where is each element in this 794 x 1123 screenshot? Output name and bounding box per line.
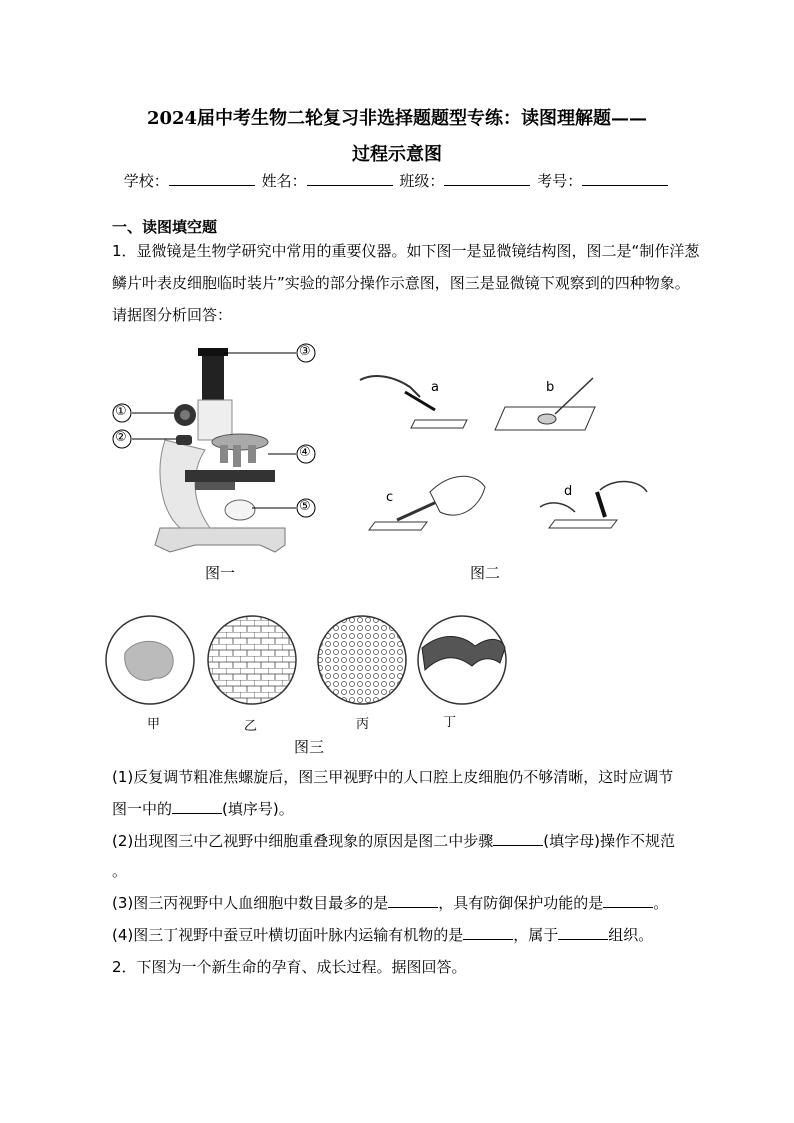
q1-1-answer-blank[interactable]: [172, 799, 222, 814]
fig3-label-ding: 丁: [443, 715, 457, 730]
q1-2-text: (2)出现图三中乙视野中细胞重叠现象的原因是图二中步骤: [112, 832, 494, 850]
q1-4-answer-blank-1[interactable]: [463, 925, 513, 940]
q1-3-answer-blank-1[interactable]: [388, 893, 438, 908]
title-line-1: 2024届中考生物二轮复习非选择题题型专练：读图理解题——: [146, 108, 648, 129]
question-1-2-line-b: 。: [112, 862, 128, 880]
fig1-caption: 图一: [205, 564, 236, 582]
q1-3-answer-blank-2[interactable]: [603, 893, 653, 908]
class-blank[interactable]: [444, 171, 530, 186]
question-1-intro: 1．显微镜是生物学研究中常用的重要仪器。如下图一是显微镜结构图，图二是“制作洋葱鳞片叶表皮细胞临时装片”实验的部分操作示意图，图三是显微镜下观察到的四种物象。请据图分析回答：: [112, 242, 700, 324]
fig1-label-5: ⑤: [299, 499, 311, 514]
fig3-label-bing: 丙: [356, 717, 370, 732]
fig1-label-1: ①: [115, 404, 127, 419]
q1-4-text-post: 组织。: [608, 926, 654, 944]
fig2-step-d: d: [564, 484, 573, 499]
number-blank[interactable]: [582, 171, 668, 186]
q1-2-text-post: (填字母)操作不规范: [543, 832, 675, 850]
fig2-caption: 图二: [470, 564, 501, 582]
name-blank[interactable]: [307, 171, 393, 186]
q1-3-text-mid: ，具有防御保护功能的是: [438, 894, 604, 912]
class-label: 班级：: [399, 172, 445, 190]
fig2-step-a: a: [431, 380, 439, 395]
q1-4-answer-blank-2[interactable]: [558, 925, 608, 940]
school-label: 学校：: [123, 172, 169, 190]
name-label: 姓名：: [261, 172, 307, 190]
fig2-step-c: c: [386, 490, 394, 505]
student-info-row: [0, 170, 794, 191]
title-line-2: 过程示意图: [352, 144, 442, 165]
question-1-1-line-a: (1)反复调节粗准焦螺旋后，图三甲视野中的人口腔上皮细胞仍不够清晰，这时应调节: [112, 768, 674, 786]
fig3-label-yi: 乙: [244, 719, 258, 734]
q1-3-text: (3)图三丙视野中人血细胞中数目最多的是: [112, 894, 389, 912]
fig3-label-jia: 甲: [147, 717, 161, 732]
q1-4-text-mid: ，属于: [513, 926, 559, 944]
school-blank[interactable]: [169, 171, 255, 186]
question-2-intro: 2．下图为一个新生命的孕育、成长过程。据图回答。: [112, 958, 467, 976]
section-heading: 一、读图填空题: [112, 218, 218, 236]
question-1-4: [112, 924, 712, 945]
question-1-3: [112, 892, 712, 913]
q1-4-text: (4)图三丁视野中蚕豆叶横切面叶脉内运输有机物的是: [112, 926, 464, 944]
q1-2-answer-blank[interactable]: [493, 831, 543, 846]
microscope-figure: [100, 340, 330, 555]
fig3-caption: 图三: [294, 738, 325, 756]
question-1-2-line-a: [112, 830, 712, 851]
q1-3-text-post: 。: [653, 894, 669, 912]
number-label: 考号：: [537, 172, 583, 190]
slide-steps-figure: [355, 372, 655, 542]
fig1-label-3: ③: [299, 344, 311, 359]
microscope-views-figure: [100, 608, 520, 708]
q1-1-text-post: (填序号)。: [222, 800, 294, 818]
fig1-label-4: ④: [299, 445, 311, 460]
question-1-1-line-b: [112, 798, 712, 819]
fig1-label-2: ②: [115, 430, 127, 445]
fig2-step-b: b: [546, 380, 555, 395]
q1-1-text: 图一中的: [112, 800, 173, 818]
